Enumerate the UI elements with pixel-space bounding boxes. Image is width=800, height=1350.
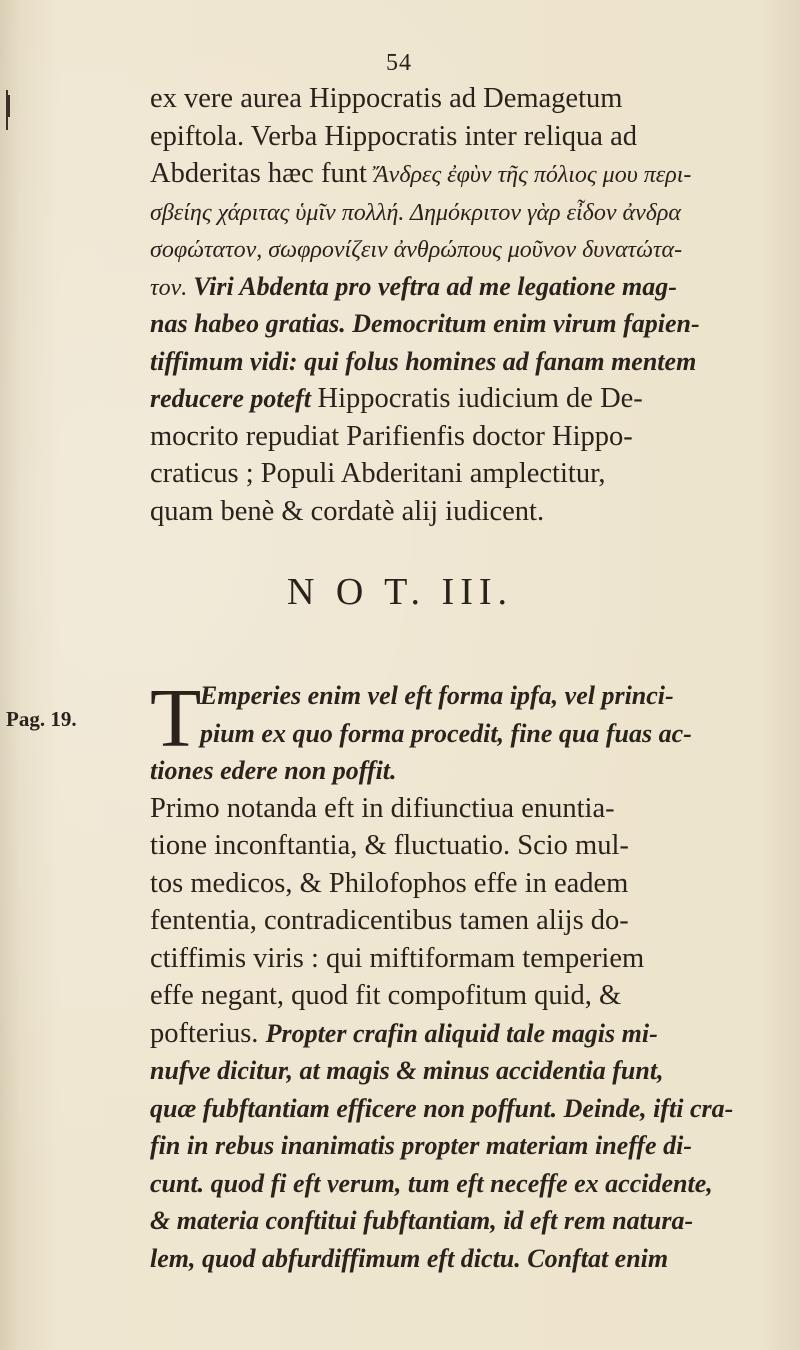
italic-text: pium ex quo forma procedit, fine qua fuas ac- xyxy=(200,718,692,748)
text-line xyxy=(150,230,790,268)
greek-text: Ἄνδρες ἐφὺν τῆς πόλιος μου περι- xyxy=(374,162,692,188)
italic-text: tiones edere non poffit. xyxy=(150,756,397,785)
text-line xyxy=(150,1202,790,1240)
drop-cap: T xyxy=(150,672,202,765)
roman-text: fententia, contradicentibus tamen alijs do- xyxy=(150,905,629,936)
roman-text: craticus ; Populi Abderitani amplectitur, xyxy=(150,458,606,489)
greek-text: σβείης χάριτας ὑμῖν πολλή. Δημόκριτον γὰρ εἶδον ἀνδρα xyxy=(150,199,682,226)
italic-text: fin in rebus inanimatis propter materiam ineffe di- xyxy=(150,1131,692,1160)
text-line xyxy=(150,305,790,343)
text-line xyxy=(150,268,790,306)
text-line xyxy=(150,1052,790,1090)
greek-text: σοφώτατον, σωφρονίζειν ἀνθρώπους μοῦνον δυνατώτα- xyxy=(150,237,683,263)
text-line xyxy=(150,715,790,753)
roman-text: Hippocratis iudicium de De- xyxy=(317,383,643,414)
text-line xyxy=(150,155,790,193)
italic-text: reducere poteft xyxy=(150,384,318,413)
greek-text: τον. xyxy=(150,274,194,301)
italic-text: cunt. quod fi eft verum, tum eft neceffe ex accidente, xyxy=(150,1168,713,1198)
text-line xyxy=(150,118,790,156)
italic-text: Propter crafin aliquid tale magis mi- xyxy=(265,1018,658,1048)
text-line xyxy=(150,1127,790,1165)
text-line xyxy=(150,977,790,1015)
text-line xyxy=(150,1015,790,1053)
roman-text: tione inconftantia, & fluctuatio. Scio mul- xyxy=(150,830,629,861)
text-line xyxy=(150,1090,790,1128)
italic-text: Viri Abdenta pro veftra ad me legatione mag- xyxy=(193,271,677,301)
text-block-top xyxy=(150,80,790,530)
italic-text: Emperies enim vel eft forma ipfa, vel princi- xyxy=(200,681,674,710)
italic-text: nufve dicitur, at magis & minus accidentia funt, xyxy=(150,1056,664,1085)
text-line xyxy=(150,418,790,456)
roman-text: tos medicos, & Philofophos effe in eadem xyxy=(150,867,629,899)
gutter-mark xyxy=(8,95,10,117)
text-line xyxy=(150,1165,790,1203)
roman-text: epiftola. Verba Hippocratis inter reliqua ad xyxy=(150,120,637,152)
text-line xyxy=(150,455,790,493)
text-line xyxy=(150,940,790,978)
roman-text: Abderitas hæc funt xyxy=(150,158,374,189)
text-line xyxy=(150,193,790,231)
text-line xyxy=(150,380,790,418)
page-number: 54 xyxy=(386,50,412,76)
roman-text: ex vere aurea Hippocratis ad Demagetum xyxy=(150,83,623,114)
roman-text: quam benè & cordatè alij iudicent. xyxy=(150,495,545,527)
italic-text: quæ fubftantiam efficere non poffunt. Deinde, ifti cra- xyxy=(150,1093,734,1123)
italic-text: lem, quod abfurdiffimum eft dictu. Conftat enim xyxy=(150,1243,669,1273)
roman-text: Primo notanda eft in difiunctiua enuntia- xyxy=(150,792,615,824)
text-line xyxy=(150,827,790,865)
section-heading: N O T. III. xyxy=(286,571,514,613)
text-line xyxy=(150,752,790,790)
margin-note: Pag. 19. xyxy=(6,707,77,731)
italic-text: nas habeo gratias. Democritum enim virum fapien- xyxy=(150,309,700,338)
text-line xyxy=(150,493,790,531)
roman-text: effe negant, quod fit compofitum quid, & xyxy=(150,980,622,1011)
italic-text: & materia conftitui fubftantiam, id eft rem natura- xyxy=(150,1206,694,1235)
text-line xyxy=(150,677,790,715)
text-line xyxy=(150,1240,790,1278)
text-line xyxy=(150,80,790,118)
text-line xyxy=(150,343,790,381)
text-line xyxy=(150,790,790,828)
text-line xyxy=(150,865,790,903)
roman-text: ctiffimis viris : qui miftiformam temperiem xyxy=(150,942,645,974)
roman-text: mocrito repudiat Parifienfis doctor Hippo- xyxy=(150,420,633,452)
text-line xyxy=(150,902,790,940)
text-block-bottom xyxy=(150,672,790,1277)
roman-text: pofterius. xyxy=(150,1017,266,1049)
italic-text: tiffimum vidi: qui folus homines ad fanam mentem xyxy=(150,346,697,376)
